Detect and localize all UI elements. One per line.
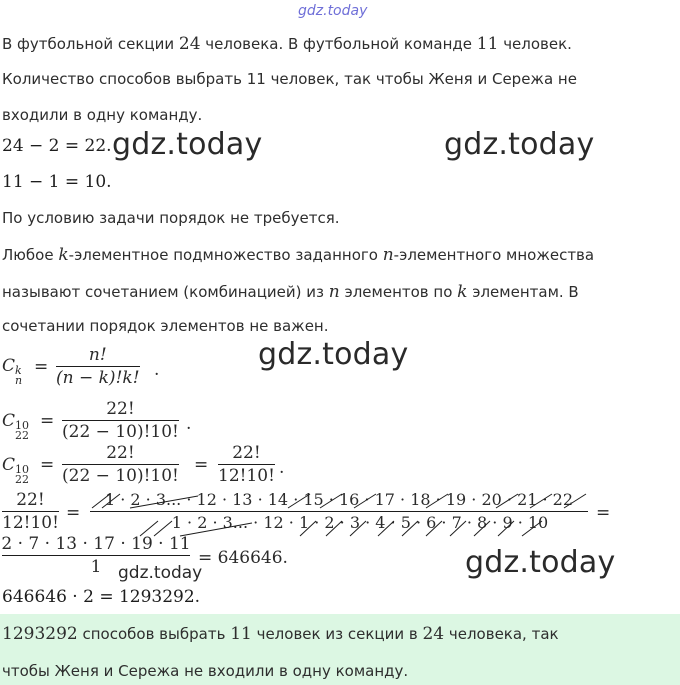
- definition-text: -элементного множества: [393, 246, 595, 264]
- answer-line-1: [2, 624, 559, 644]
- fraction-bar: [2, 555, 190, 556]
- index-22: 22: [15, 429, 30, 442]
- equals-sign: =: [40, 455, 55, 475]
- index-10: 10: [15, 463, 30, 476]
- equation-team: 11 − 1 = 10.: [2, 172, 112, 192]
- combination-indices: [15, 465, 29, 485]
- equals-sign: =: [40, 411, 55, 431]
- answer-number: 1293292: [2, 624, 78, 644]
- combination-indices: [15, 421, 29, 441]
- period: .: [154, 360, 160, 380]
- fraction-bar: [56, 366, 140, 367]
- equals-sign: =: [194, 455, 209, 475]
- fraction-numerator: 22!: [106, 443, 135, 463]
- intro-text-c: человек.: [498, 35, 572, 53]
- definition-text: элементам. В: [467, 283, 579, 301]
- index-22: 22: [15, 473, 30, 486]
- watermark: gdz.today: [444, 127, 595, 162]
- fraction-numerator: 22!: [232, 443, 261, 463]
- definition-line-2: [2, 282, 579, 302]
- fraction-denominator: 12!10!: [2, 513, 59, 533]
- variable-n: n: [382, 245, 394, 265]
- intro-line-3: входили в одну команду.: [2, 106, 203, 124]
- cancellation-strokes: [88, 490, 593, 540]
- combination-fraction: [56, 345, 140, 388]
- combination-letter: C: [2, 411, 16, 431]
- fraction-bar: [62, 420, 179, 421]
- answer-line-2: чтобы Женя и Сережа не входили в одну команду.: [2, 662, 409, 680]
- combination-symbol: [2, 356, 22, 386]
- equals-sign: =: [34, 357, 49, 377]
- definition-text: -элементное подмножество заданного: [68, 246, 383, 264]
- fraction-denominator: 12!10!: [218, 466, 275, 486]
- intro-text-b: человека. В футбольной команде: [200, 35, 477, 53]
- equals-sign: =: [66, 503, 81, 523]
- fraction-numerator: 22!: [16, 490, 45, 510]
- equals-sign: =: [596, 503, 611, 523]
- combination-symbol: [2, 411, 29, 441]
- answer-text: человека, так: [444, 625, 559, 643]
- intro-line-1: [2, 34, 572, 54]
- final-multiplication: 646646 · 2 = 1293292.: [2, 587, 201, 607]
- definition-text: называют сочетанием (комбинацией) из: [2, 283, 329, 301]
- fraction-bar: [2, 511, 59, 512]
- factorial-fraction: [2, 490, 59, 533]
- fraction-denominator: (n − k)!k!: [56, 368, 140, 388]
- combination-fraction: [62, 399, 179, 442]
- index-10: 10: [15, 419, 30, 432]
- definition-line-1: [2, 245, 594, 265]
- result-value: = 646646.: [198, 548, 288, 568]
- order-note: По условию задачи порядок не требуется.: [2, 209, 340, 227]
- definition-text: Любое: [2, 246, 59, 264]
- combination-letter: C: [2, 455, 16, 475]
- fraction-denominator: 1: [90, 557, 102, 577]
- period: .: [186, 414, 192, 434]
- fraction-bar: [62, 464, 179, 465]
- definition-text: элементов по: [339, 283, 458, 301]
- simplified-fraction: [218, 443, 275, 486]
- expanded-numerator: 1 · 2 · 3... · 12 · 13 · 14 · 15 · 16 · 17 · 18 · 19 · 20 · 21 · 22: [104, 490, 574, 509]
- fraction-numerator: 22!: [106, 399, 135, 419]
- fraction-numerator: 2 · 7 · 13 · 17 · 19 · 11: [1, 534, 191, 554]
- intro-text-a: В футбольной секции: [2, 35, 179, 53]
- intro-line-2: Количество способов выбрать 11 человек, так чтобы Женя и Сережа не: [2, 70, 577, 88]
- answer-box: [0, 614, 680, 685]
- fraction-denominator: (22 − 10)!10!: [62, 466, 179, 486]
- expanded-denominator: 1 · 2 · 3... · 12 · 1 · 2 · 3 · 4 · 5 · 6 · 7 · 8 · 9 · 10: [171, 513, 549, 532]
- answer-number: 24: [422, 624, 445, 644]
- number-11: 11: [476, 34, 499, 54]
- variable-k: k: [457, 282, 468, 302]
- variable-n: n: [328, 282, 340, 302]
- number-24: 24: [178, 34, 201, 54]
- watermark-top: gdz.today: [298, 3, 368, 19]
- equation-players: 24 − 2 = 22.: [2, 136, 112, 156]
- variable-k: k: [58, 245, 69, 265]
- answer-text: человек из секции в: [251, 625, 423, 643]
- combination-letter: C: [2, 356, 16, 376]
- combination-indices: [15, 366, 22, 386]
- fraction-numerator: n!: [88, 345, 107, 365]
- answer-text: способов выбрать: [77, 625, 231, 643]
- index-k: k: [15, 364, 22, 377]
- combination-symbol: [2, 455, 29, 485]
- watermark-small: gdz.today: [118, 563, 203, 583]
- combination-fraction: [62, 443, 179, 486]
- watermark: gdz.today: [112, 127, 263, 162]
- fraction-denominator: (22 − 10)!10!: [62, 422, 179, 442]
- definition-line-3: сочетании порядок элементов не важен.: [2, 317, 329, 335]
- period: .: [279, 458, 285, 478]
- watermark: gdz.today: [258, 337, 409, 372]
- index-n: n: [15, 374, 23, 387]
- watermark: gdz.today: [465, 545, 616, 580]
- answer-number: 11: [230, 624, 252, 644]
- fraction-bar: [218, 464, 275, 465]
